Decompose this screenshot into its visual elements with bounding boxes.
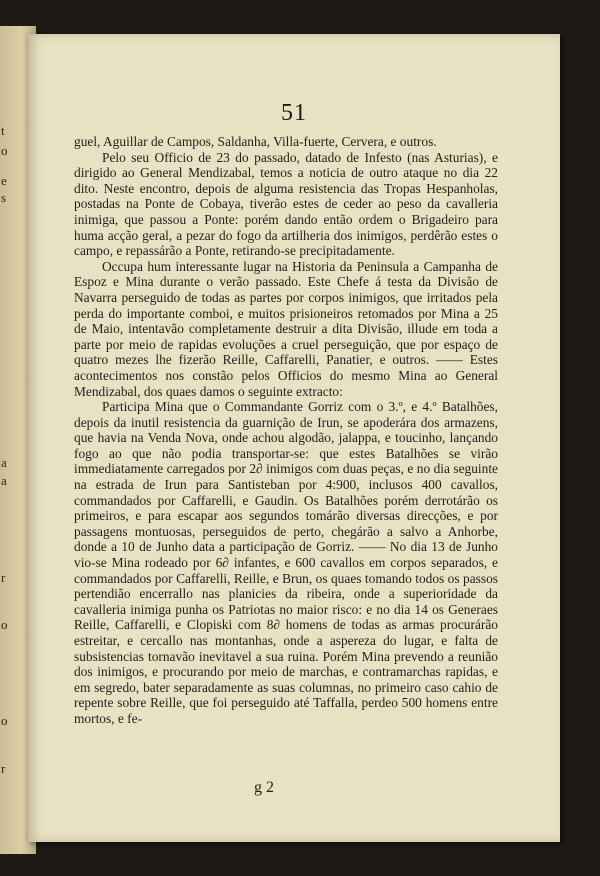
signature-mark: g 2 — [254, 779, 274, 796]
margin-fragment: o — [1, 617, 8, 632]
paragraph: Pelo seu Officio de 23 do passado, datado de Infesto (nas Asturias), e dirigido ao General Mendizabal, temos a noticia de outro ataque no dia 22 dito. Neste encontro, depois de alguma resistencia das Tropas Hespanholas, postadas na Ponte de Cobaya, tiverão estes de ceder ao peso da cavalleria inimiga, que passou a Ponte: porém dando então ordem o Brigadeiro para huma acção geral, a pezar do fogo da artilheria dos inimigos, perdêrão estes o campo, e repassárão a Ponte, retirando-se precipitadamente. — [74, 149, 498, 259]
margin-fragment: o — [1, 713, 8, 728]
paragraph: Participa Mina que o Commandante Gorriz com o 3.º, e 4.º Batalhões, depois da inutil resistencia da guarnição de Irun, se apoderára dos armazens, que havia na Venda Nova, onde achou algodão, jalappa, e toucinho, lançando fogo ao que não podia transportar-se: que estes Batalhões se virão immediatamente carregados por 2∂ inimigos com duas peças, e no dia seguinte na estrada de Irun para Santisteban por 4:900, inclusos 400 cavallos, commandados por Caffarelli, e Gaudin. Os Batalhões porém derrotárão os primeiros, e para escapar aos segundos tomárão diversas direcções, e por passagens montuosas, perseguidos de perto, chegárão a salvo a Anhorbe, donde a 10 de Junho data a participação de Gorriz. —— No dia 13 de Junho vio-se Mina rodeado por 6∂ infantes, e 600 cavallos em corpos separados, e commandados por Caffarelli, Reille, e Brun, os quaes tomando todos os passos pertendião encerrallo nas planicies da ribeira, onde a superioridade da cavalleria inimiga punha os Patriotas no maior risco: e no dia 14 os Generaes Reille, Caffarelli, e Clopiski com 8∂ homens de todas as armas procurárão estreitar, e cercallo nas montanhas, onde a aspereza do lugar, e falta de subsistencias tornavão inevitavel a sua ruina. Porém Mina prevendo a reunião dos inimigos, e procurando por meio de marchas, e contramarchas rapidas, e em segredo, bater separadamente as suas columnas, no primeiro caso cahio de repente sobre Reille, que foi perseguido até Taffalla, perdeo 500 homens entre mortos, e fe- — [74, 399, 498, 726]
margin-fragment: r — [1, 761, 6, 776]
margin-fragment: o — [1, 143, 8, 158]
body-text — [74, 134, 498, 727]
margin-fragment: e — [1, 173, 7, 188]
margin-fragment: t — [1, 123, 5, 138]
book-page — [28, 34, 560, 842]
margin-fragment: a — [1, 455, 7, 470]
paragraph: guel, Aguillar de Campos, Saldanha, Villa-fuerte, Cervera, e outros. — [74, 134, 437, 149]
paragraph: Occupa hum interessante lugar na Historia da Peninsula a Campanha de Espoz e Mina durante o verão passado. Este Chefe á testa da Divisão de Navarra perseguido de todas as partes por corpos inimigos, que irritados pela perda do importante comboi, e muitos prisioneiros retomados por Mina a 25 de Maio, intentavão completamente destruir a dita Divisão, illude em toda a parte por meio de rapidas evoluções a cruel perseguição, que por espaço de quatro mezes lhe fizerão Reille, Caffarelli, Panatier, e outros. —— Estes acontecimentos nos constão pelos Officios do mesmo Mina ao General Mendizabal, dos quaes damos o seguinte extracto: — [74, 258, 498, 399]
margin-fragment: r — [1, 570, 6, 585]
margin-fragment: a — [1, 473, 7, 488]
margin-fragment: s — [1, 190, 7, 205]
page-number: 51 — [281, 100, 307, 126]
